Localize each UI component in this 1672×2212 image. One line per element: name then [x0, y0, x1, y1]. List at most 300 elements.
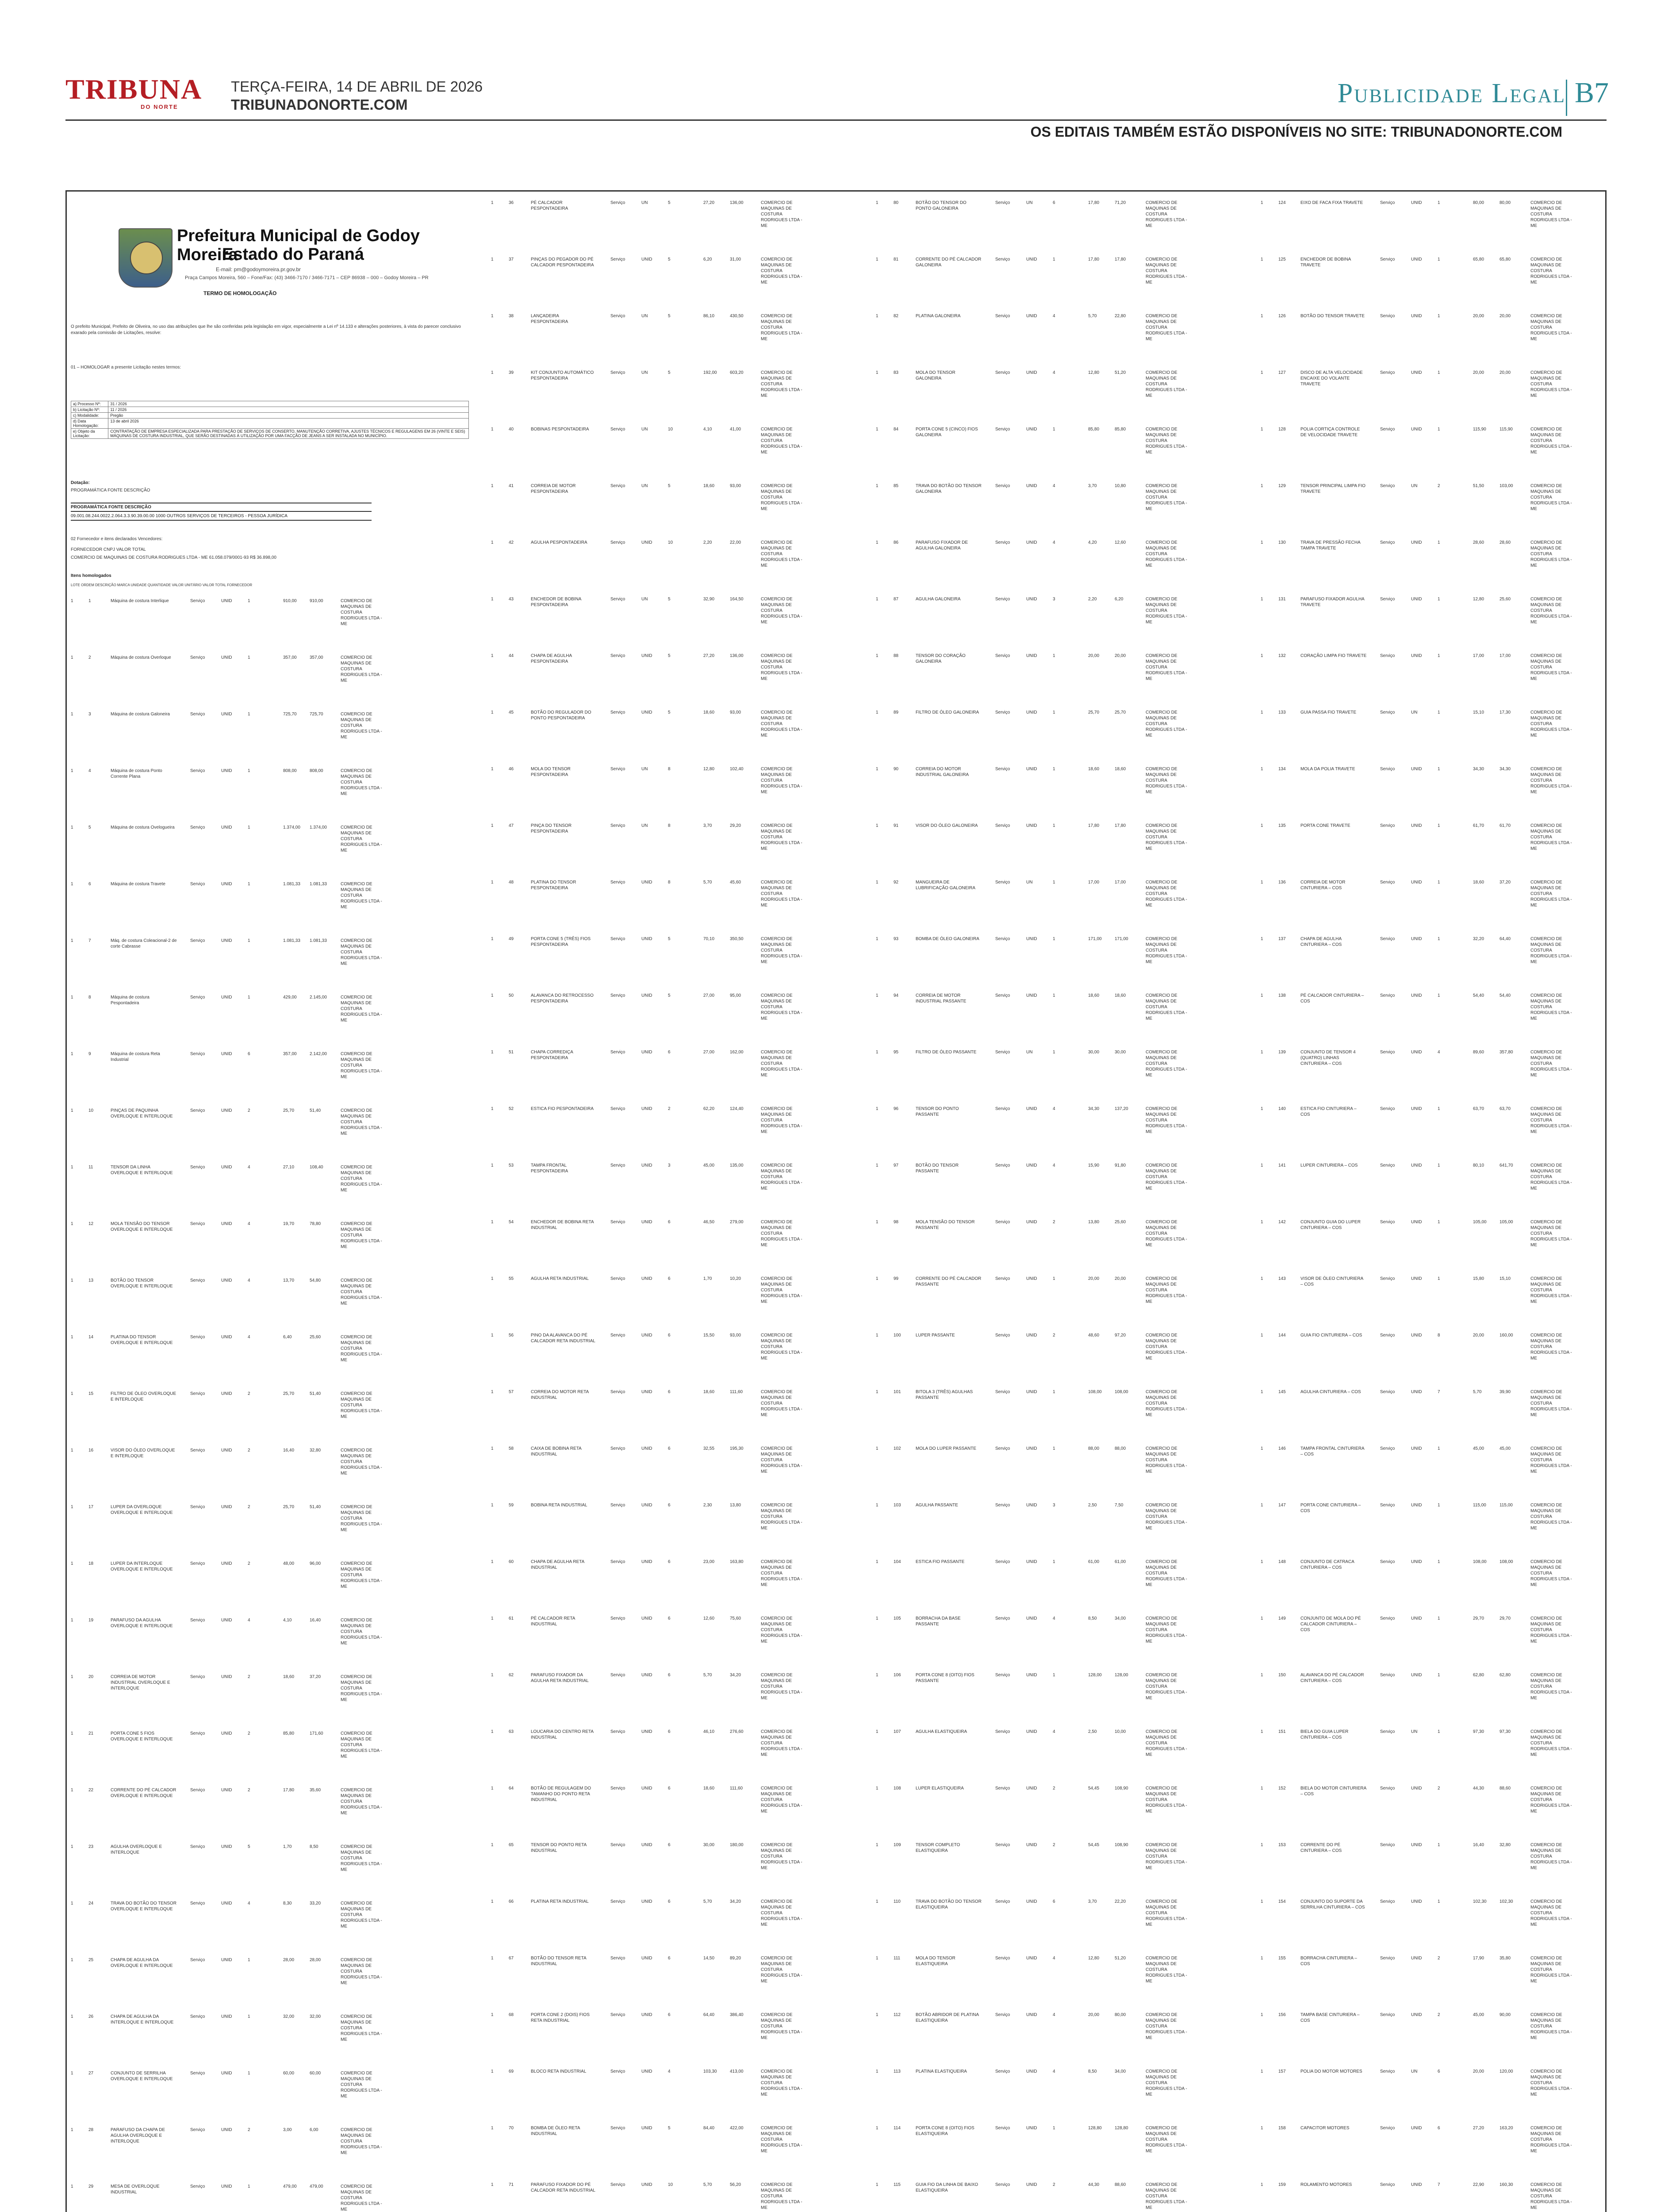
item-ordem: 43	[509, 597, 514, 602]
item-unidade: UNID	[1411, 1050, 1422, 1055]
item-fornecedor: COMERCIO DE MAQUINAS DE COSTURA RODRIGUES LTDA - ME	[1146, 200, 1187, 228]
item-quantidade: 1	[1053, 427, 1055, 432]
item-descricao: AGULHA CINTURIERA – COS	[1300, 1390, 1361, 1394]
item-descricao: Máquina de costura Reta Industrial	[111, 1052, 160, 1062]
item-unidade: UNID	[641, 710, 652, 715]
item-quantidade: 8	[1438, 1333, 1440, 1338]
item-unidade: UNID	[1026, 937, 1037, 941]
item-lote: 1	[491, 937, 494, 941]
item-descricao: PORTA CONE CINTURIERA – COS	[1300, 1503, 1361, 1513]
item-quantidade: 5	[248, 1844, 250, 1849]
item-ordem: 5	[88, 825, 91, 830]
item-quantidade: 2	[1053, 2182, 1055, 2187]
item-marca: Serviço	[190, 1448, 205, 1453]
item-quantidade: 6	[668, 1276, 671, 1281]
item-valor-unitario: 2,20	[1088, 597, 1097, 602]
item-descricao: TENSOR DO PONTO PASSANTE	[916, 1106, 959, 1117]
item-ordem: 47	[509, 823, 514, 828]
item-quantidade: 6	[668, 1786, 671, 1791]
item-row	[876, 1047, 1256, 1103]
item-quantidade: 2	[668, 1106, 671, 1111]
item-ordem: 69	[509, 2069, 514, 2074]
item-valor-unitario: 115,90	[1473, 427, 1486, 432]
item-marca: Serviço	[1380, 597, 1395, 602]
item-row	[71, 1558, 487, 1615]
item-valor-unitario: 46,50	[703, 1220, 715, 1225]
site-url[interactable]: TRIBUNADONORTE.COM	[231, 96, 408, 113]
item-quantidade: 1	[248, 2071, 250, 2076]
item-valor-unitario: 2,20	[703, 540, 712, 545]
item-fornecedor: COMERCIO DE MAQUINAS DE COSTURA RODRIGUES LTDA - ME	[1530, 2182, 1572, 2210]
item-lote: 1	[1261, 1899, 1263, 1904]
item-lote: 1	[491, 880, 494, 885]
item-fornecedor: COMERCIO DE MAQUINAS DE COSTURA RODRIGUES LTDA - ME	[1530, 1673, 1572, 1701]
item-marca: Serviço	[190, 1844, 205, 1849]
item-fornecedor: COMERCIO DE MAQUINAS DE COSTURA RODRIGUES LTDA - ME	[1530, 200, 1572, 228]
item-quantidade: 4	[248, 1165, 250, 1170]
item-unidade: UNID	[1026, 1220, 1037, 1225]
item-descricao: ENCHEDOR DE BOBINA TRAVETE	[1300, 257, 1351, 268]
item-quantidade: 1	[1053, 767, 1055, 772]
item-row	[876, 1726, 1256, 1783]
item-lote: 1	[1261, 484, 1263, 488]
item-quantidade: 1	[1053, 823, 1055, 828]
item-valor-total: 276,60	[730, 1729, 744, 1734]
item-valor-unitario: 5,70	[703, 880, 712, 885]
item-ordem: 106	[894, 1673, 901, 1678]
item-valor-unitario: 27,00	[703, 993, 715, 998]
item-fornecedor: COMERCIO DE MAQUINAS DE COSTURA RODRIGUES LTDA - ME	[761, 1673, 802, 1701]
item-lote: 1	[1261, 597, 1263, 602]
item-lote: 1	[876, 1673, 878, 1678]
item-unidade: UNID	[641, 937, 652, 941]
item-row	[491, 1330, 871, 1386]
item-descricao: POLIA CORTIÇA CONTROLE DE VELOCIDADE TRAVETE	[1300, 427, 1360, 438]
item-valor-unitario: 16,40	[1473, 1843, 1484, 1847]
item-fornecedor: COMERCIO DE MAQUINAS DE COSTURA RODRIGUES LTDA - ME	[1146, 767, 1187, 795]
item-row	[876, 1500, 1256, 1556]
item-lote: 1	[491, 314, 494, 319]
item-descricao: BOTÃO DO TENSOR PASSANTE	[916, 1163, 959, 1174]
item-row	[876, 933, 1256, 990]
item-quantidade: 1	[1438, 314, 1440, 319]
item-ordem: 134	[1278, 767, 1286, 772]
item-marca: Serviço	[610, 1899, 625, 1904]
item-lote: 1	[1261, 1729, 1263, 1734]
item-valor-total: 32,00	[310, 2014, 321, 2019]
item-valor-unitario: 479,00	[283, 2184, 297, 2189]
item-descricao: Máquina de costura Interlique	[111, 599, 169, 603]
prefeitura-email[interactable]: E-mail: pm@godoymoreira.pr.gov.br	[216, 266, 301, 273]
item-row	[1261, 1330, 1597, 1386]
item-valor-unitario: 12,80	[703, 767, 715, 772]
item-unidade: UNID	[1411, 314, 1422, 319]
item-valor-unitario: 30,00	[703, 1843, 715, 1847]
item-row	[1261, 1670, 1597, 1726]
item-valor-unitario: 34,30	[1473, 767, 1484, 772]
item-valor-unitario: 12,80	[1088, 370, 1100, 375]
item-fornecedor: COMERCIO DE MAQUINAS DE COSTURA RODRIGUES LTDA - ME	[1530, 1843, 1572, 1870]
item-quantidade: 2	[1438, 1786, 1440, 1791]
item-descricao: BORRACHA DA BASE PASSANTE	[916, 1616, 961, 1627]
item-descricao: VISOR DO ÓLEO GALONEIRA	[916, 823, 978, 828]
item-descricao: POLIA DO MOTOR MOTORES	[1300, 2069, 1362, 2074]
item-quantidade: 5	[668, 370, 671, 375]
item-marca: Serviço	[190, 825, 205, 830]
item-valor-unitario: 108,00	[1088, 1390, 1102, 1394]
item-valor-total: 725,70	[310, 712, 323, 717]
item-valor-total: 45,60	[730, 880, 741, 885]
item-valor-unitario: 32,00	[283, 2014, 295, 2019]
item-fornecedor: COMERCIO DE MAQUINAS DE COSTURA RODRIGUES LTDA - ME	[1530, 937, 1572, 964]
item-valor-total: 34,20	[730, 1899, 741, 1904]
item-descricao: AGULHA RETA INDUSTRIAL	[531, 1276, 589, 1281]
item-descricao: PARAFUSO FIXADOR DA AGULHA RETA INDUSTRIAL	[531, 1673, 589, 1683]
item-row	[1261, 1726, 1597, 1783]
item-unidade: UNID	[1026, 993, 1037, 998]
item-descricao: BOTÃO DO TENSOR OVERLOQUE E INTERLOQUE	[111, 1278, 173, 1289]
item-fornecedor: COMERCIO DE MAQUINAS DE COSTURA RODRIGUES LTDA - ME	[761, 257, 802, 285]
item-lote: 1	[1261, 1503, 1263, 1508]
item-ordem: 113	[894, 2069, 901, 2074]
item-ordem: 93	[894, 937, 899, 941]
item-lote: 1	[876, 257, 878, 262]
item-ordem: 157	[1278, 2069, 1286, 2074]
item-marca: Serviço	[995, 1390, 1010, 1394]
item-quantidade: 8	[668, 880, 671, 885]
item-lote: 1	[71, 768, 73, 773]
item-unidade: UNID	[1026, 540, 1037, 545]
item-quantidade: 10	[668, 427, 673, 432]
item-unidade: UNID	[1026, 1616, 1037, 1621]
item-ordem: 12	[88, 1221, 94, 1226]
prefeitura-header	[119, 224, 481, 290]
item-valor-total: 108,00	[1115, 1390, 1128, 1394]
item-unidade: UNID	[1411, 540, 1422, 545]
item-valor-unitario: 429,00	[283, 995, 297, 1000]
item-valor-total: 111,60	[730, 1786, 743, 1791]
item-fornecedor: COMERCIO DE MAQUINAS DE COSTURA RODRIGUES LTDA - ME	[341, 1278, 382, 1306]
item-unidade: UNID	[641, 2012, 652, 2017]
item-valor-total: 115,00	[1499, 1503, 1513, 1508]
item-lote: 1	[491, 1333, 494, 1338]
item-descricao: CONJUNTO DO SUPORTE DA SERRILHA CINTURIERA – COS	[1300, 1899, 1365, 1910]
item-ordem: 130	[1278, 540, 1286, 545]
item-fornecedor: COMERCIO DE MAQUINAS DE COSTURA RODRIGUES LTDA - ME	[341, 1788, 382, 1816]
item-marca: Serviço	[610, 1673, 625, 1678]
item-lote: 1	[491, 767, 494, 772]
item-unidade: UNID	[221, 1618, 232, 1623]
item-fornecedor: COMERCIO DE MAQUINAS DE COSTURA RODRIGUES LTDA - ME	[761, 1050, 802, 1078]
item-unidade: UNID	[1026, 1729, 1037, 1734]
item-descricao: MANGUEIRA DE LUBRIFICAÇÃO GALONEIRA	[916, 880, 976, 891]
item-row	[876, 1386, 1256, 1443]
item-descricao: MOLA DO TENSOR PESPONTADEIRA	[531, 767, 571, 777]
item-ordem: 44	[509, 653, 514, 658]
item-unidade: UN	[641, 823, 648, 828]
item-valor-unitario: 27,20	[1473, 2126, 1484, 2131]
item-quantidade: 1	[1438, 1673, 1440, 1678]
item-ordem: 102	[894, 1446, 901, 1451]
item-fornecedor: COMERCIO DE MAQUINAS DE COSTURA RODRIGUES LTDA - ME	[761, 1446, 802, 1474]
item-valor-unitario: 20,00	[1088, 2012, 1100, 2017]
item-ordem: 18	[88, 1561, 94, 1566]
item-marca: Serviço	[995, 1163, 1010, 1168]
item-marca: Serviço	[995, 823, 1010, 828]
item-unidade: UNID	[1026, 1786, 1037, 1791]
item-marca: Serviço	[995, 257, 1010, 262]
item-unidade: UNID	[1026, 484, 1037, 488]
item-fornecedor: COMERCIO DE MAQUINAS DE COSTURA RODRIGUES LTDA - ME	[1146, 2126, 1187, 2154]
item-descricao: PORTA CONE 2 (DOIS) FIOS RETA INDUSTRIAL	[531, 2012, 590, 2023]
item-marca: Serviço	[610, 767, 625, 772]
item-lote: 1	[491, 1220, 494, 1225]
item-ordem: 112	[894, 2012, 901, 2017]
item-descricao: PARAFUSO FIXADOR DE AGULHA GALONEIRA	[916, 540, 968, 551]
item-ordem: 6	[88, 882, 91, 887]
item-row	[491, 1273, 871, 1330]
process-row	[71, 429, 469, 439]
item-lote: 1	[1261, 2069, 1263, 2074]
item-row	[1261, 2009, 1597, 2066]
item-valor-total: 20,00	[1115, 1276, 1126, 1281]
item-fornecedor: COMERCIO DE MAQUINAS DE COSTURA RODRIGUES LTDA - ME	[1146, 880, 1187, 908]
item-valor-total: 17,80	[1115, 257, 1126, 262]
notice-column-2	[491, 197, 871, 2212]
item-fornecedor: COMERCIO DE MAQUINAS DE COSTURA RODRIGUES LTDA - ME	[1146, 1503, 1187, 1531]
item-row	[876, 1670, 1256, 1726]
item-row	[71, 1388, 487, 1445]
item-lote: 1	[1261, 1559, 1263, 1564]
item-descricao: LUPER PASSANTE	[916, 1333, 955, 1338]
item-valor-unitario: 22,90	[1473, 2182, 1484, 2187]
item-marca: Serviço	[1380, 1673, 1395, 1678]
item-valor-total: 180,00	[730, 1843, 744, 1847]
item-row	[1261, 1500, 1597, 1556]
item-unidade: UNID	[641, 1276, 652, 1281]
item-lote: 1	[876, 1050, 878, 1055]
item-ordem: 109	[894, 1843, 901, 1847]
item-valor-unitario: 30,00	[1088, 1050, 1100, 1055]
item-unidade: UNID	[641, 2182, 652, 2187]
item-valor-unitario: 44,30	[1473, 1786, 1484, 1791]
item-marca: Serviço	[1380, 1446, 1395, 1451]
item-lote: 1	[876, 597, 878, 602]
item-row	[876, 764, 1256, 820]
item-unidade: UNID	[641, 257, 652, 262]
item-marca: Serviço	[995, 370, 1010, 375]
item-quantidade: 1	[1438, 993, 1440, 998]
item-valor-unitario: 19,70	[283, 1221, 295, 1226]
item-quantidade: 4	[248, 1335, 250, 1340]
item-lote: 1	[1261, 880, 1263, 885]
item-ordem: 90	[894, 767, 899, 772]
item-fornecedor: COMERCIO DE MAQUINAS DE COSTURA RODRIGUES LTDA - ME	[1146, 597, 1187, 625]
item-ordem: 52	[509, 1106, 514, 1111]
item-row	[71, 1332, 487, 1388]
item-valor-total: 80,00	[1499, 200, 1511, 205]
item-valor-unitario: 27,00	[703, 1050, 715, 1055]
item-row	[491, 650, 871, 707]
item-fornecedor: COMERCIO DE MAQUINAS DE COSTURA RODRIGUES LTDA - ME	[1530, 257, 1572, 285]
item-fornecedor: COMERCIO DE MAQUINAS DE COSTURA RODRIGUES LTDA - ME	[341, 1731, 382, 1759]
item-row	[1261, 2123, 1597, 2179]
item-marca: Serviço	[610, 257, 625, 262]
item-quantidade: 2	[248, 1674, 250, 1679]
item-lote: 1	[876, 200, 878, 205]
item-marca: Serviço	[995, 1729, 1010, 1734]
item-unidade: UNID	[1026, 1106, 1037, 1111]
item-row	[876, 2009, 1256, 2066]
item-descricao: MOLA TENSÃO DO TENSOR OVERLOQUE E INTERLOQUE	[111, 1221, 173, 1232]
item-descricao: ESTICA FIO PASSANTE	[916, 1559, 965, 1564]
item-fornecedor: COMERCIO DE MAQUINAS DE COSTURA RODRIGUES LTDA - ME	[1146, 1786, 1187, 1814]
item-descricao: MOLA DO TENSOR GALONEIRA	[916, 370, 955, 381]
item-marca: Serviço	[995, 2069, 1010, 2074]
item-valor-total: 22,00	[730, 540, 741, 545]
item-quantidade: 6	[668, 1220, 671, 1225]
item-lote: 1	[876, 1333, 878, 1338]
item-quantidade: 1	[1053, 1050, 1055, 1055]
item-marca: Serviço	[190, 1221, 205, 1226]
process-value: 11 / 2026	[108, 407, 469, 413]
item-valor-unitario: 1,70	[703, 1276, 712, 1281]
item-valor-unitario: 4,10	[283, 1618, 292, 1623]
item-descricao: BOTÃO ABRIDOR DE PLATINA ELASTIQUEIRA	[916, 2012, 979, 2023]
item-row	[71, 709, 487, 765]
item-valor-total: 45,00	[1499, 1446, 1511, 1451]
item-unidade: UN	[641, 314, 648, 319]
item-quantidade: 1	[1438, 937, 1440, 941]
item-lote: 1	[71, 882, 73, 887]
item-quantidade: 1	[1438, 1446, 1440, 1451]
item-fornecedor: COMERCIO DE MAQUINAS DE COSTURA RODRIGUES LTDA - ME	[761, 1106, 802, 1134]
item-ordem: 87	[894, 597, 899, 602]
item-descricao: CONJUNTO GUIA DO LUPER CINTURIERA – COS	[1300, 1220, 1361, 1230]
item-lote: 1	[71, 2184, 73, 2189]
item-valor-unitario: 12,80	[1088, 1956, 1100, 1961]
item-valor-total: 171,00	[1115, 937, 1128, 941]
item-quantidade: 6	[668, 1050, 671, 1055]
item-row	[491, 1500, 871, 1556]
item-marca: Serviço	[610, 1050, 625, 1055]
item-fornecedor: COMERCIO DE MAQUINAS DE COSTURA RODRIGUES LTDA - ME	[1530, 1276, 1572, 1304]
item-fornecedor: COMERCIO DE MAQUINAS DE COSTURA RODRIGUES LTDA - ME	[341, 599, 382, 626]
item-fornecedor: COMERCIO DE MAQUINAS DE COSTURA RODRIGUES LTDA - ME	[1146, 937, 1187, 964]
item-ordem: 139	[1278, 1050, 1286, 1055]
item-valor-unitario: 15,90	[1088, 1163, 1100, 1168]
item-valor-total: 136,00	[730, 653, 744, 658]
item-valor-total: 136,00	[730, 200, 744, 205]
item-marca: Serviço	[995, 314, 1010, 319]
item-ordem: 11	[88, 1165, 93, 1170]
item-quantidade: 2	[1438, 2012, 1440, 2017]
item-descricao: VISOR DO ÓLEO OVERLOQUE E INTERLOQUE	[111, 1448, 175, 1459]
item-quantidade: 4	[248, 1278, 250, 1283]
programatica-header	[71, 503, 372, 512]
item-unidade: UNID	[641, 1956, 652, 1961]
item-lote: 1	[491, 1163, 494, 1168]
newspaper-logo-sub: DO NORTE	[141, 104, 178, 110]
item-valor-unitario: 17,80	[1088, 200, 1100, 205]
item-descricao: CHAPA DE AGULHA CINTURIERA – COS	[1300, 937, 1342, 947]
item-descricao: PLATINA DO TENSOR PESPONTADEIRA	[531, 880, 576, 891]
item-row	[491, 990, 871, 1047]
item-row	[491, 2179, 871, 2212]
item-valor-total: 54,40	[1499, 993, 1511, 998]
item-unidade: UNID	[1026, 1333, 1037, 1338]
item-valor-total: 39,90	[1499, 1390, 1511, 1394]
item-marca: Serviço	[995, 2126, 1010, 2131]
item-ordem: 3	[88, 712, 91, 717]
item-descricao: TRAVA DO BOTÃO DO TENSOR OVERLOQUE E INTERLOQUE	[111, 1901, 176, 1912]
item-descricao: Máquina de costura Overloque	[111, 655, 171, 660]
item-ordem: 40	[509, 427, 514, 432]
item-valor-total: 97,20	[1115, 1333, 1126, 1338]
item-unidade: UNID	[641, 2126, 652, 2131]
item-lote: 1	[1261, 823, 1263, 828]
item-valor-total: 108,90	[1115, 1786, 1128, 1791]
item-valor-total: 93,00	[730, 710, 741, 715]
item-descricao: CORAÇÃO LIMPA FIO TRAVETE	[1300, 653, 1367, 658]
item-marca: Serviço	[995, 1559, 1010, 1564]
item-quantidade: 5	[668, 653, 671, 658]
item-marca: Serviço	[995, 1616, 1010, 1621]
item-marca: Serviço	[995, 1106, 1010, 1111]
item-lote: 1	[71, 2128, 73, 2132]
item-ordem: 81	[894, 257, 899, 262]
item-unidade: UNID	[1411, 653, 1422, 658]
item-marca: Serviço	[610, 1220, 625, 1225]
item-fornecedor: COMERCIO DE MAQUINAS DE COSTURA RODRIGUES LTDA - ME	[761, 2069, 802, 2097]
item-quantidade: 5	[668, 597, 671, 602]
item-valor-total: 111,60	[730, 1390, 743, 1394]
item-valor-unitario: 15,50	[703, 1333, 715, 1338]
item-valor-unitario: 18,60	[283, 1674, 295, 1679]
item-quantidade: 4	[1053, 484, 1055, 488]
item-descricao: CAIXA DE BOBINA RETA INDUSTRIAL	[531, 1446, 582, 1457]
item-valor-unitario: 54,40	[1473, 993, 1484, 998]
item-unidade: UNID	[641, 1446, 652, 1451]
item-lote: 1	[71, 2014, 73, 2019]
item-valor-total: 413,00	[730, 2069, 744, 2074]
item-unidade: UN	[641, 767, 648, 772]
item-row	[491, 1613, 871, 1670]
item-quantidade: 6	[668, 2012, 671, 2017]
item-unidade: UNID	[221, 1901, 232, 1906]
item-row	[1261, 197, 1597, 254]
item-fornecedor: COMERCIO DE MAQUINAS DE COSTURA RODRIGUES LTDA - ME	[341, 1958, 382, 1985]
item-ordem: 21	[88, 1731, 94, 1736]
item-valor-unitario: 20,00	[1473, 2069, 1484, 2074]
item-fornecedor: COMERCIO DE MAQUINAS DE COSTURA RODRIGUES LTDA - ME	[1146, 1390, 1187, 1417]
item-unidade: UNID	[1026, 427, 1037, 432]
item-unidade: UNID	[221, 1278, 232, 1283]
item-fornecedor: COMERCIO DE MAQUINAS DE COSTURA RODRIGUES LTDA - ME	[341, 825, 382, 853]
item-unidade: UNID	[641, 880, 652, 885]
item-row	[491, 1103, 871, 1160]
item-valor-unitario: 3,70	[1088, 484, 1097, 488]
item-valor-total: 12,60	[1115, 540, 1126, 545]
item-descricao: CORREIA DO MOTOR INDUSTRIAL GALONEIRA	[916, 767, 969, 777]
item-lote: 1	[876, 1163, 878, 1168]
item-fornecedor: COMERCIO DE MAQUINAS DE COSTURA RODRIGUES LTDA - ME	[341, 2071, 382, 2099]
item-descricao: PLATINA GALONEIRA	[916, 314, 961, 319]
item-descricao: TENSOR DA LINHA OVERLOQUE E INTERLOQUE	[111, 1165, 173, 1175]
item-row	[1261, 1953, 1597, 2009]
item-row	[876, 1330, 1256, 1386]
item-descricao: TENSOR DO CORAÇÃO GALONEIRA	[916, 653, 966, 664]
